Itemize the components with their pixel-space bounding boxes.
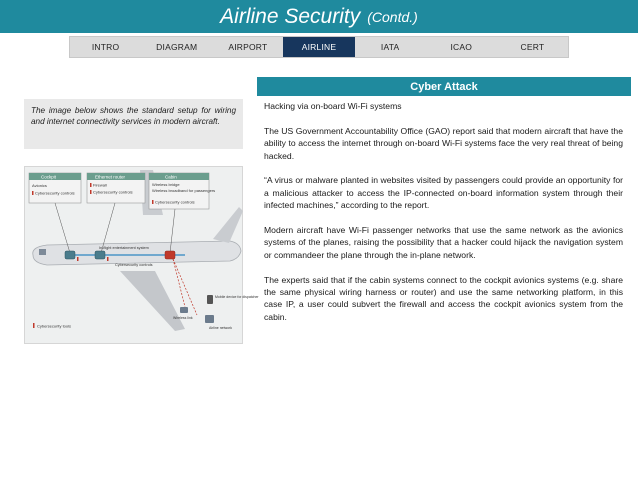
cabin-box <box>149 173 215 209</box>
tab-iata[interactable]: IATA <box>380 42 400 52</box>
airline-network-label: Airline network <box>209 326 232 330</box>
router-item: Cybersecurity controls <box>93 189 133 195</box>
article-paragraph: “A virus or malware planted in websites visited by passengers could provide an opportunity for a malicious attacker to access the IP-connected on-board information system through their infected machines,” according to the report. <box>264 175 623 211</box>
nav-bar <box>69 36 569 58</box>
aircraft-network-diagram <box>24 166 259 344</box>
cabin-item: Wireless bridge <box>152 182 180 187</box>
router-title: Ethernet router <box>95 174 126 180</box>
title-bar <box>0 0 638 33</box>
cockpit-item: Avionics <box>32 183 47 188</box>
mobile-device-label: Mobile device for dispatcher <box>215 295 259 299</box>
cyber-controls-label: Cybersecurity controls <box>115 263 153 267</box>
legend-label: Cybersecurity tools <box>37 323 72 329</box>
tab-diagram[interactable]: DIAGRAM <box>156 42 198 52</box>
section-header: Cyber Attack <box>257 77 631 96</box>
cockpit-title: Cockpit <box>41 174 57 180</box>
cabin-item: Cybersecurity controls <box>155 199 195 205</box>
article-heading: Hacking via on-board Wi-Fi systems <box>264 101 402 111</box>
cabin-item: Wireless broadband for passengers <box>152 188 216 193</box>
router-box <box>87 173 145 203</box>
tab-intro[interactable]: INTRO <box>91 42 120 52</box>
page-title: Airline Security <box>220 4 361 28</box>
ife-label: In-flight entertainment system <box>99 246 149 250</box>
article-body <box>264 100 623 336</box>
cockpit-box <box>29 173 81 203</box>
tab-icao[interactable]: ICAO <box>450 42 473 52</box>
page-subtitle: (Contd.) <box>367 8 418 25</box>
tab-airport[interactable]: AIRPORT <box>228 42 268 52</box>
wireless-link-label: Wireless link <box>173 316 193 320</box>
router-item: Firewall <box>93 182 107 188</box>
cockpit-item: Cybersecurity controls <box>35 190 75 196</box>
article-paragraph: The experts said that if the cabin systems connect to the cockpit avionics systems (e.g. share the same physical wiring harness or router) and use the same networking platform, in this case IP, a user could subvert the firewall and access the cockpit avionics system from the cabin. <box>264 274 623 322</box>
wireless-devices <box>173 295 259 330</box>
diagram-legend <box>33 323 71 329</box>
article-paragraph: Modern aircraft have Wi-Fi passenger networks that use the same network as the avionics systems of the planes, raising the possibility that a hacker could hijack the navigation system or commandeer the plane through the in-plane network. <box>264 225 623 260</box>
image-caption: The image below shows the standard setup for wiring and internet connectivity services in modern aircraft. <box>24 99 243 149</box>
cabin-title: Cabin <box>165 174 177 180</box>
tab-airline[interactable]: AIRLINE <box>283 37 354 57</box>
article-paragraph: The US Government Accountability Office (GAO) report said that modern aircraft that have the ability to access the internet through on-board Wi-Fi systems face the very real threat of being hacked. <box>264 125 623 161</box>
tab-cert[interactable]: CERT <box>520 42 545 52</box>
